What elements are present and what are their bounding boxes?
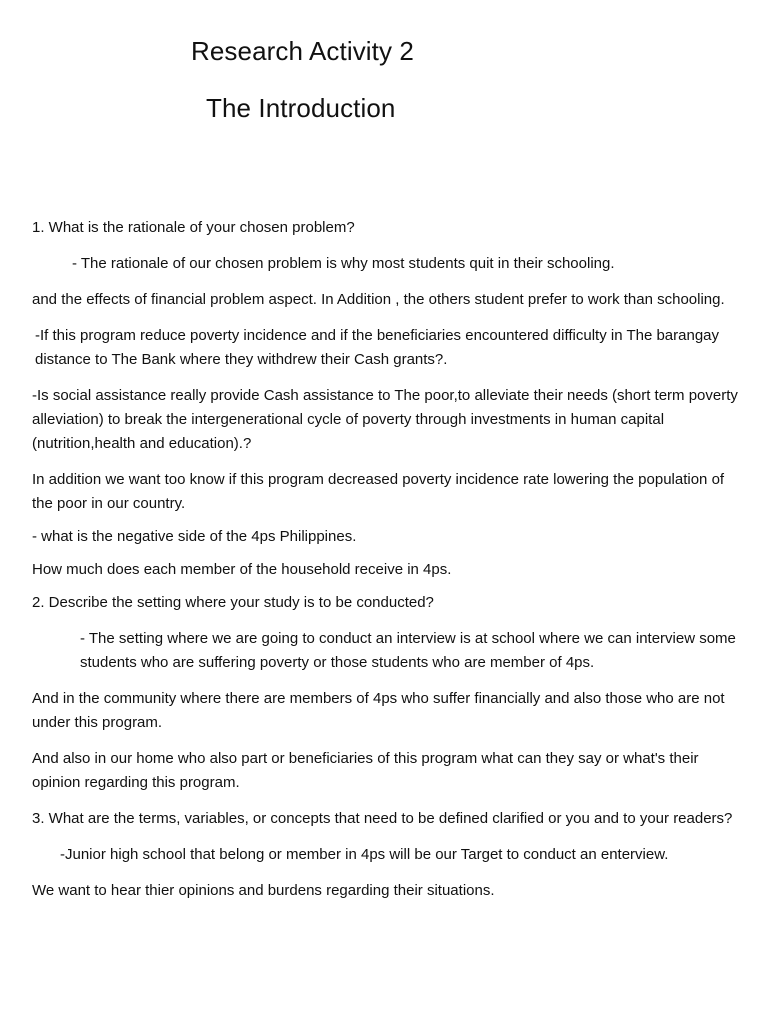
answer-2-home: And also in our home who also part or beneficiaries of this program what can they say or what's their opinion regarding this program. (32, 750, 699, 791)
answer-3-junior-high: -Junior high school that belong or member in 4ps will be our Target to conduct an enterview. (60, 846, 669, 863)
answer-1-negative-side: - what is the negative side of the 4ps Philippines. (32, 528, 357, 545)
answer-1-household: How much does each member of the household receive in 4ps. (32, 561, 452, 578)
document-body (32, 216, 744, 915)
answer-2-school: - The setting where we are going to conduct an interview is at school where we can interview some students who are suffering poverty or those students who are member of 4ps. (80, 630, 736, 671)
answer-1-social-assistance: -Is social assistance really provide Cash assistance to The poor,to alleviate their needs (short term poverty alleviation) to break the intergenerational cycle of poverty through investments in human capital (nutrition,health and education).? (32, 387, 738, 452)
question-1: 1. What is the rationale of your chosen problem? (32, 219, 355, 236)
document-title: Research Activity 2 (191, 36, 414, 66)
answer-1-rationale: - The rationale of our chosen problem is why most students quit in their schooling. (72, 255, 615, 272)
answer-1-financial: and the effects of financial problem aspect. In Addition , the others student prefer to work than schooling. (32, 291, 725, 308)
document-subtitle: The Introduction (206, 93, 396, 123)
answer-3-opinions: We want to hear thier opinions and burdens regarding their situations. (32, 882, 495, 899)
answer-2-community: And in the community where there are members of 4ps who suffer financially and also those who are not under this program. (32, 690, 725, 731)
answer-1-poverty-incidence: -If this program reduce poverty incidence and if the beneficiaries encountered difficulty in The barangay distance to The Bank where they withdrew their Cash grants?. (35, 327, 720, 368)
question-2: 2. Describe the setting where your study is to be conducted? (32, 594, 434, 611)
question-3: 3. What are the terms, variables, or concepts that need to be defined clarified or you and to your readers? (32, 810, 733, 827)
answer-1-poverty-rate: In addition we want too know if this program decreased poverty incidence rate lowering the population of the poor in our country. (32, 471, 725, 512)
